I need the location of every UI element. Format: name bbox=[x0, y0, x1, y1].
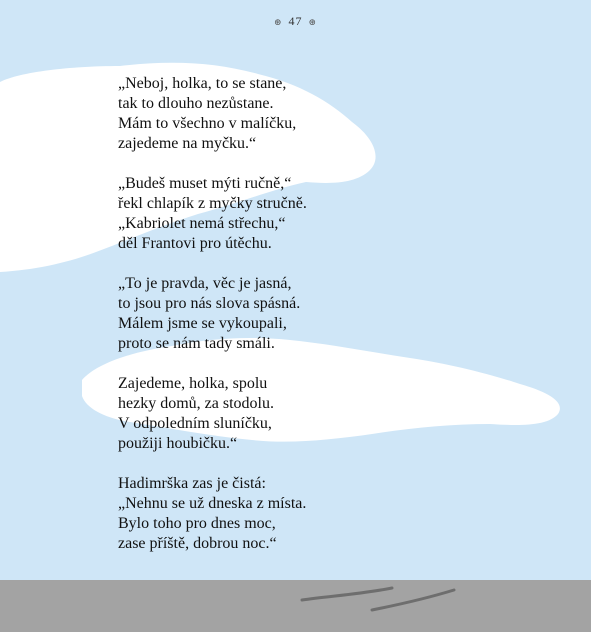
poem-line: „Neboj, holka, to se stane, bbox=[118, 75, 287, 92]
poem-line: tak to dlouho nezůstane. bbox=[118, 95, 274, 112]
poem bbox=[118, 74, 418, 574]
poem-line: řekl chlapík z myčky stručně. bbox=[118, 195, 307, 212]
poem-line: hezky domů, za stodolu. bbox=[118, 395, 274, 412]
stanza bbox=[118, 174, 418, 254]
ground bbox=[0, 580, 591, 632]
poem-line: Hadimrška zas je čistá: bbox=[118, 475, 266, 492]
stanza bbox=[118, 474, 418, 554]
poem-line: zase příště, dobrou noc.“ bbox=[118, 535, 277, 552]
poem-line: Zajedeme, holka, spolu bbox=[118, 375, 268, 392]
poem-line: Mám to všechno v malíčku, bbox=[118, 115, 297, 132]
poem-line: „Budeš muset mýti ručně,“ bbox=[118, 175, 292, 192]
poem-line: děl Frantovi pro útěchu. bbox=[118, 235, 272, 252]
ornament-right-icon: ⊛ bbox=[308, 16, 318, 27]
poem-line: proto se nám tady smáli. bbox=[118, 335, 275, 352]
poem-line: použiji houbičku.“ bbox=[118, 435, 238, 452]
poem-line: V odpoledním sluníčku, bbox=[118, 415, 272, 432]
poem-line: „Kabriolet nemá střechu,“ bbox=[118, 215, 286, 232]
poem-line: „To je pravda, věc je jasná, bbox=[118, 275, 292, 292]
poem-line: Bylo toho pro dnes moc, bbox=[118, 515, 276, 532]
stanza bbox=[118, 74, 418, 154]
poem-line: „Nehnu se už dneska z místa. bbox=[118, 495, 307, 512]
page-number: 47 bbox=[288, 14, 303, 28]
poem-line: Málem jsme se vykoupali, bbox=[118, 315, 287, 332]
poem-line: to jsou pro nás slova spásná. bbox=[118, 295, 301, 312]
stanza bbox=[118, 274, 418, 354]
stanza bbox=[118, 374, 418, 454]
poem-line: zajedeme na myčku.“ bbox=[118, 135, 257, 152]
page-header bbox=[0, 14, 591, 29]
ornament-left-icon: ⊛ bbox=[273, 16, 283, 27]
